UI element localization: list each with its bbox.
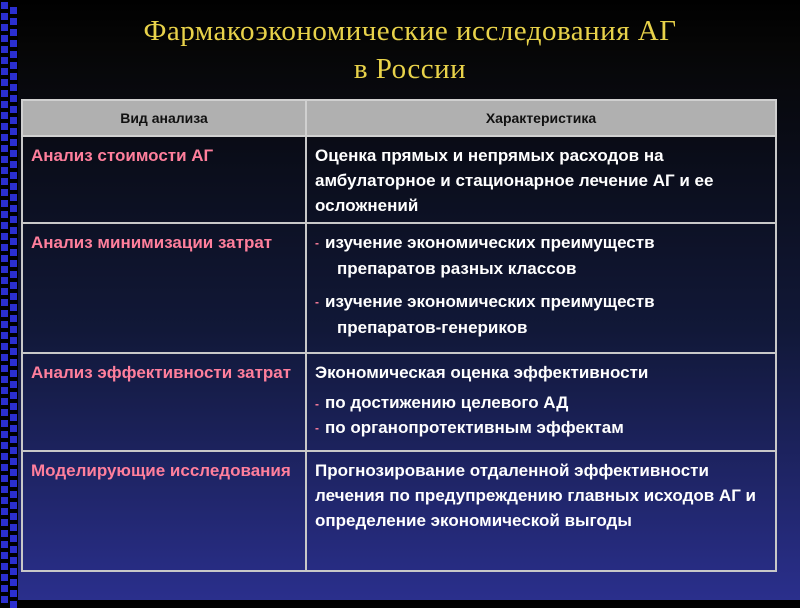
decorative-square [1, 178, 8, 185]
decorative-square [10, 106, 17, 113]
decorative-square [1, 398, 8, 405]
decorative-square [1, 277, 8, 284]
decorative-square [10, 139, 17, 146]
decorative-square [10, 425, 17, 432]
decorative-square [10, 370, 17, 377]
decorative-square [1, 530, 8, 537]
decorative-square [10, 513, 17, 520]
decorative-square [10, 348, 17, 355]
bullet-continuation: препаратов-генериков [337, 318, 528, 338]
bullet-text: по органопротективным эффектам [325, 417, 624, 437]
decorative-square [1, 233, 8, 240]
decorative-square [10, 62, 17, 69]
decorative-square [1, 112, 8, 119]
decorative-square [10, 29, 17, 36]
table-header-row [22, 100, 776, 136]
decorative-square [1, 266, 8, 273]
decorative-square [10, 216, 17, 223]
decorative-square [10, 568, 17, 575]
decorative-square [10, 7, 17, 14]
bullet-text: изучение экономических преимуществ [325, 233, 655, 252]
bullet-marker: - [315, 295, 319, 310]
column-header-analysis-type: Вид анализа [22, 100, 306, 136]
decorative-square [1, 101, 8, 108]
bullet-marker: - [315, 236, 319, 251]
decorative-square [10, 480, 17, 487]
characteristic-cell: Оценка прямых и непрямых расходов на амбулаторное и стационарное лечение АГ и ее осложнений [306, 136, 776, 223]
decorative-square [10, 73, 17, 80]
decorative-square [10, 315, 17, 322]
decorative-left-strip [0, 0, 18, 600]
decorative-square [1, 211, 8, 218]
decorative-square [1, 156, 8, 163]
decorative-square [10, 172, 17, 179]
bullet-text: по достижению целевого АД [325, 393, 569, 413]
decorative-square [1, 134, 8, 141]
column-header-characteristic: Характеристика [306, 100, 776, 136]
decorative-square [10, 491, 17, 498]
decorative-square [1, 376, 8, 383]
decorative-square [1, 13, 8, 20]
decorative-square [1, 563, 8, 570]
decorative-square [1, 222, 8, 229]
decorative-square [1, 321, 8, 328]
decorative-square [10, 359, 17, 366]
decorative-square [1, 24, 8, 31]
decorative-square [10, 249, 17, 256]
decorative-square [1, 2, 8, 9]
decorative-square [10, 205, 17, 212]
decorative-square [10, 601, 17, 608]
decorative-square [1, 442, 8, 449]
decorative-square [10, 84, 17, 91]
decorative-square [10, 304, 17, 311]
decorative-square [10, 227, 17, 234]
decorative-square [1, 464, 8, 471]
bullet-item [315, 416, 767, 441]
decorative-square [10, 392, 17, 399]
title-line-2: в России [353, 53, 467, 85]
decorative-square [1, 519, 8, 526]
decorative-square [10, 414, 17, 421]
decorative-square [1, 90, 8, 97]
decorative-square [1, 574, 8, 581]
decorative-square [10, 590, 17, 597]
decorative-square [1, 431, 8, 438]
decorative-square [1, 299, 8, 306]
characteristic-cell: Прогнозирование отдаленной эффективности лечения по предупреждению главных исходов АГ и определение экономической выгоды [306, 451, 776, 571]
decorative-square [1, 57, 8, 64]
decorative-square [1, 288, 8, 295]
decorative-square [10, 117, 17, 124]
decorative-square [1, 475, 8, 482]
table-row [22, 353, 776, 451]
characteristic-cell [306, 353, 776, 451]
slide-title [20, 12, 800, 88]
decorative-square [10, 183, 17, 190]
decorative-square [10, 194, 17, 201]
decorative-square [1, 486, 8, 493]
decorative-square [1, 189, 8, 196]
analysis-table [21, 99, 777, 572]
table-row [22, 223, 776, 353]
bullet-text: изучение экономических преимуществ [325, 292, 655, 312]
decorative-square [1, 145, 8, 152]
decorative-square [1, 79, 8, 86]
analysis-type-cell: Анализ эффективности затрат [22, 353, 306, 451]
decorative-square [1, 200, 8, 207]
decorative-square [10, 403, 17, 410]
bullet-continuation: препаратов разных классов [337, 259, 577, 279]
decorative-square [10, 51, 17, 58]
table-row [22, 136, 776, 223]
decorative-square [10, 546, 17, 553]
decorative-square [10, 161, 17, 168]
decorative-square [10, 150, 17, 157]
decorative-square [1, 310, 8, 317]
decorative-square [10, 293, 17, 300]
decorative-square [10, 436, 17, 443]
decorative-square [1, 387, 8, 394]
decorative-square [1, 123, 8, 130]
decorative-square [10, 271, 17, 278]
decorative-square [10, 128, 17, 135]
decorative-square [10, 282, 17, 289]
decorative-square [10, 579, 17, 586]
bullet-item [315, 289, 767, 315]
decorative-square [10, 524, 17, 531]
decorative-square [1, 508, 8, 515]
characteristic-text: Экономическая оценка эффективности [315, 363, 649, 383]
analysis-type-cell: Анализ стоимости АГ [22, 136, 306, 223]
decorative-square [10, 238, 17, 245]
decorative-square [10, 535, 17, 542]
analysis-type-cell: Моделирующие исследования [22, 451, 306, 571]
decorative-square [1, 552, 8, 559]
bullet-marker: - [315, 421, 319, 436]
decorative-square [1, 409, 8, 416]
characteristic-cell [306, 223, 776, 353]
decorative-square [10, 458, 17, 465]
decorative-square [10, 557, 17, 564]
decorative-square [1, 541, 8, 548]
decorative-square [1, 354, 8, 361]
decorative-square [10, 260, 17, 267]
title-line-1: Фармакоэкономические исследования АГ [143, 15, 677, 47]
decorative-square [1, 46, 8, 53]
analysis-type-cell: Анализ минимизации затрат [22, 223, 306, 353]
decorative-square [10, 469, 17, 476]
decorative-square [1, 365, 8, 372]
decorative-square [10, 502, 17, 509]
decorative-square [10, 18, 17, 25]
decorative-square [1, 420, 8, 427]
decorative-square [10, 40, 17, 47]
bullet-marker: - [315, 396, 319, 411]
bullet-item [315, 230, 767, 256]
decorative-square [1, 453, 8, 460]
decorative-square [1, 585, 8, 592]
decorative-square [1, 68, 8, 75]
decorative-square [1, 343, 8, 350]
decorative-square [1, 35, 8, 42]
decorative-square [1, 497, 8, 504]
table-row [22, 451, 776, 571]
bullet-item [315, 391, 767, 416]
decorative-square [1, 332, 8, 339]
decorative-square [10, 447, 17, 454]
decorative-square [10, 381, 17, 388]
decorative-square [1, 244, 8, 251]
decorative-square [10, 337, 17, 344]
decorative-square [1, 167, 8, 174]
decorative-square [1, 255, 8, 262]
decorative-square [10, 326, 17, 333]
decorative-square [10, 95, 17, 102]
